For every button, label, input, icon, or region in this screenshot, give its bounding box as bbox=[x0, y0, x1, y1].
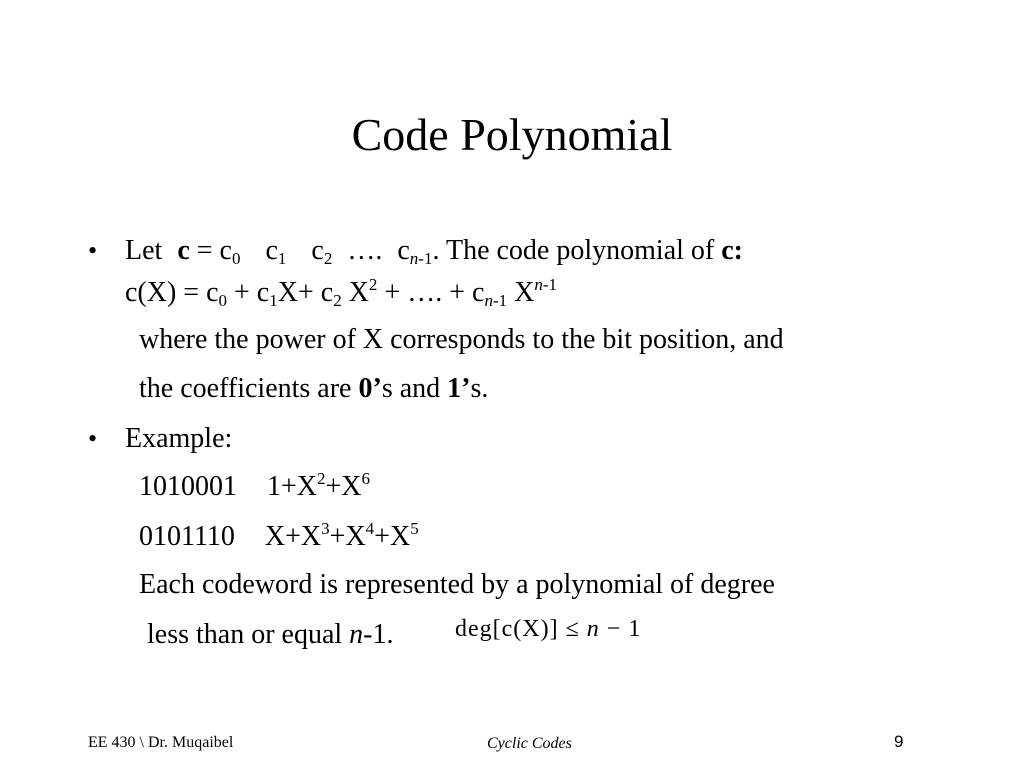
c2-term: $c_2$ bbox=[311, 235, 333, 268]
degree-statement-continued: less than or equal n-1. bbox=[147, 619, 394, 650]
cn1-term: $c_{n-1}$ bbox=[397, 235, 433, 268]
footer-topic: Cyclic Codes bbox=[487, 735, 572, 752]
definition-text: . The code polynomial of bbox=[432, 235, 722, 266]
equals-sign: = bbox=[196, 235, 213, 266]
page-number: 9 bbox=[894, 732, 904, 751]
codeword-symbol: c bbox=[177, 235, 190, 266]
power-explanation: where the power of X corresponds to the bit position, and bbox=[139, 324, 784, 355]
example-row-2 bbox=[139, 520, 419, 554]
degree-equation: deg[c(X)] ≤ n − 1 bbox=[455, 616, 642, 642]
bullet-marker: • bbox=[88, 236, 98, 265]
c0-term: $c_0$ bbox=[219, 235, 241, 268]
degree-statement: Each codeword is represented by a polynomial of degree bbox=[139, 569, 775, 600]
bit-string: 0101110 bbox=[139, 521, 235, 552]
codeword-label: c: bbox=[721, 235, 743, 266]
example-row-1 bbox=[139, 470, 370, 504]
c1-term: $c_1$ bbox=[265, 235, 287, 268]
bullet-marker: • bbox=[88, 424, 98, 453]
polynomial-formula: $c(X) = c_0 + c_1X+ c_2$ $X^2$ + …. + $c_{n-1}$ $X^{n-1}$ bbox=[125, 275, 558, 310]
polynomial-expression: $1+X^2+X^6$ bbox=[267, 469, 371, 502]
slide-title: Code Polynomial bbox=[351, 109, 673, 160]
coefficient-explanation: the coefficients are 0’s and 1’s. bbox=[139, 373, 489, 404]
footer-course: EE 430 \ Dr. Muqaibel bbox=[88, 734, 234, 751]
example-label: Example: bbox=[125, 423, 233, 454]
polynomial-expression: $X+X^3+X^4+X^5$ bbox=[264, 519, 419, 552]
definition-line bbox=[125, 234, 743, 268]
ellipsis: …. bbox=[347, 235, 383, 266]
let-text: Let bbox=[125, 235, 163, 266]
bit-string: 1010001 bbox=[139, 471, 237, 502]
